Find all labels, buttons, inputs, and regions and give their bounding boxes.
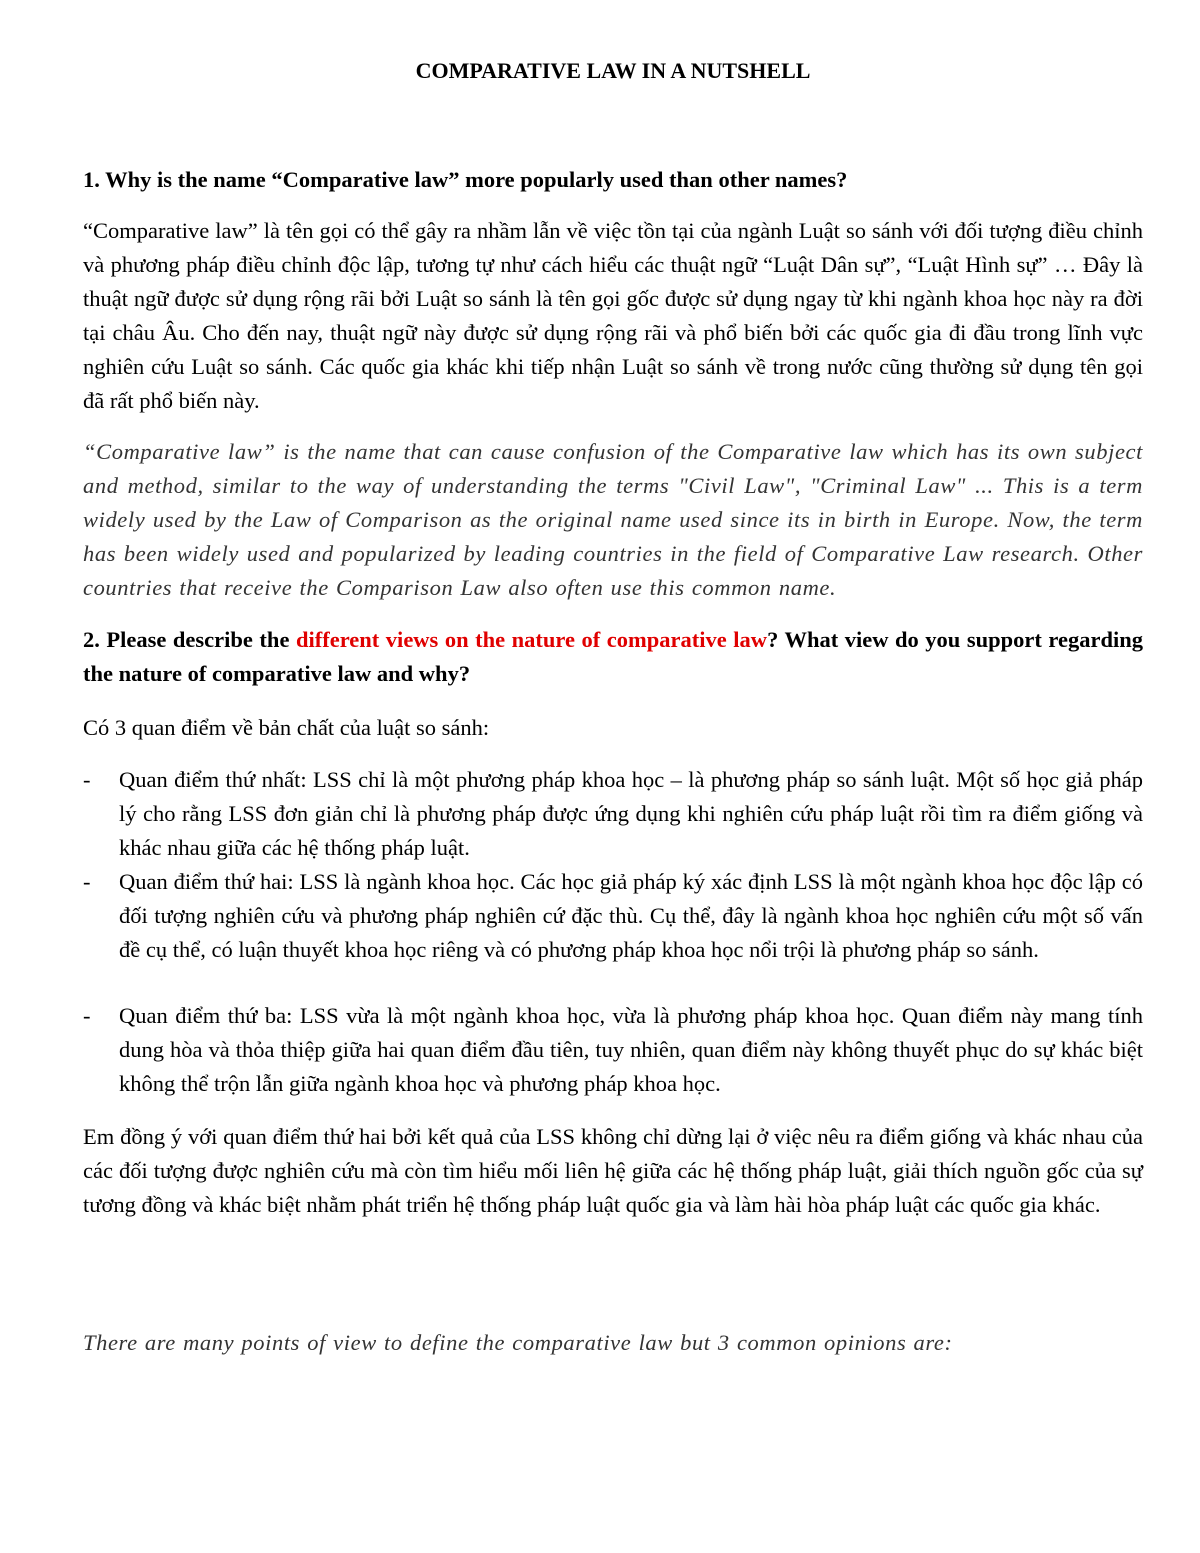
heading-highlight: different views on the nature of comparative law	[295, 627, 768, 652]
question-2-english-intro: There are many points of view to define the comparative law but 3 common opinions are:	[83, 1330, 953, 1355]
bullet-item	[83, 763, 1143, 865]
question-1-answer-vietnamese: “Comparative law” là tên gọi có thể gây ra nhầm lẫn về việc tồn tại của ngành Luật so sánh với đối tượng điều chỉnh và phương pháp điều chỉnh độc lập, tương tự như cách hiểu các thuật ngữ “Luật Dân sự”, “Luật Hình sự” … Đây là thuật ngữ được sử dụng rộng rãi bởi Luật so sánh là tên gọi gốc được sử dụng ngay từ khi ngành khoa học này ra đời tại châu Âu. Cho đến nay, thuật ngữ này được sử dụng rộng rãi và phổ biến bởi các quốc gia đi đầu trong lĩnh vực nghiên cứu Luật so sánh. Các quốc gia khác khi tiếp nhận Luật so sánh về trong nước cũng thường sử dụng tên gọi đã rất phổ biến này.	[83, 218, 1143, 413]
bullet-item	[83, 865, 1143, 967]
bullet-text: Quan điểm thứ nhất: LSS chỉ là một phương pháp khoa học – là phương pháp so sánh luật. Một số học giả pháp lý cho rằng LSS đơn giản chỉ là phương pháp được ứng dụng khi nghiên cứu pháp luật rồi tìm ra điểm giống và khác nhau giữa các hệ thống pháp luật.	[119, 767, 1143, 860]
heading-text: 2. Please describe the	[83, 627, 296, 652]
question-1-heading: 1. Why is the name “Comparative law” more popularly used than other names?	[83, 167, 848, 192]
bullet-marker: -	[83, 767, 91, 792]
document-title: COMPARATIVE LAW IN A NUTSHELL	[415, 58, 811, 83]
bullet-text: Quan điểm thứ hai: LSS là ngành khoa học. Các học giả pháp ký xác định LSS là một ngành khoa học độc lập có đối tượng nghiên cứu và phương pháp nghiên cứ đặc thù. Cụ thể, đây là ngành khoa học nghiên cứu một số vấn đề cụ thể, có luận thuyết khoa học riêng và có phương pháp khoa học nổi trội là phương pháp so sánh.	[119, 869, 1143, 962]
question-2-opinion: Em đồng ý với quan điểm thứ hai bởi kết quả của LSS không chỉ dừng lại ở việc nêu ra điểm giống và khác nhau của các đối tượng được nghiên cứu mà còn tìm hiểu mối liên hệ giữa các hệ thống pháp luật, giải thích nguồn gốc của sự tương đồng và khác biệt nhằm phát triển hệ thống pháp luật quốc gia và làm hài hòa pháp luật các quốc gia khác.	[83, 1124, 1143, 1217]
question-2-heading	[83, 623, 1143, 691]
question-2-intro: Có 3 quan điểm về bản chất của luật so sánh:	[83, 715, 490, 740]
bullet-item	[83, 999, 1143, 1101]
heading-text: ? What view do you support regarding the nature of comparative law and why?	[83, 627, 1143, 686]
question-1-answer-english: “Comparative law” is the name that can cause confusion of the Comparative law which has its own subject and method, similar to the way of understanding the terms "Civil Law", "Criminal Law" ... This is a term widely used by the Law of Comparison as the original name used since its in birth in Europe. Now, the term has been widely used and popularized by leading countries in the field of Comparative Law research. Other countries that receive the Comparison Law also often use this common name.	[83, 439, 1143, 600]
bullet-marker: -	[83, 1003, 91, 1028]
bullet-marker: -	[83, 869, 91, 894]
bullet-text: Quan điểm thứ ba: LSS vừa là một ngành khoa học, vừa là phương pháp khoa học. Quan điểm này mang tính dung hòa và thỏa thiệp giữa hai quan điểm đầu tiên, tuy nhiên, quan điểm này không thuyết phục do sự khác biệt không thể trộn lẫn giữa ngành khoa học và phương pháp khoa học.	[119, 1003, 1143, 1096]
